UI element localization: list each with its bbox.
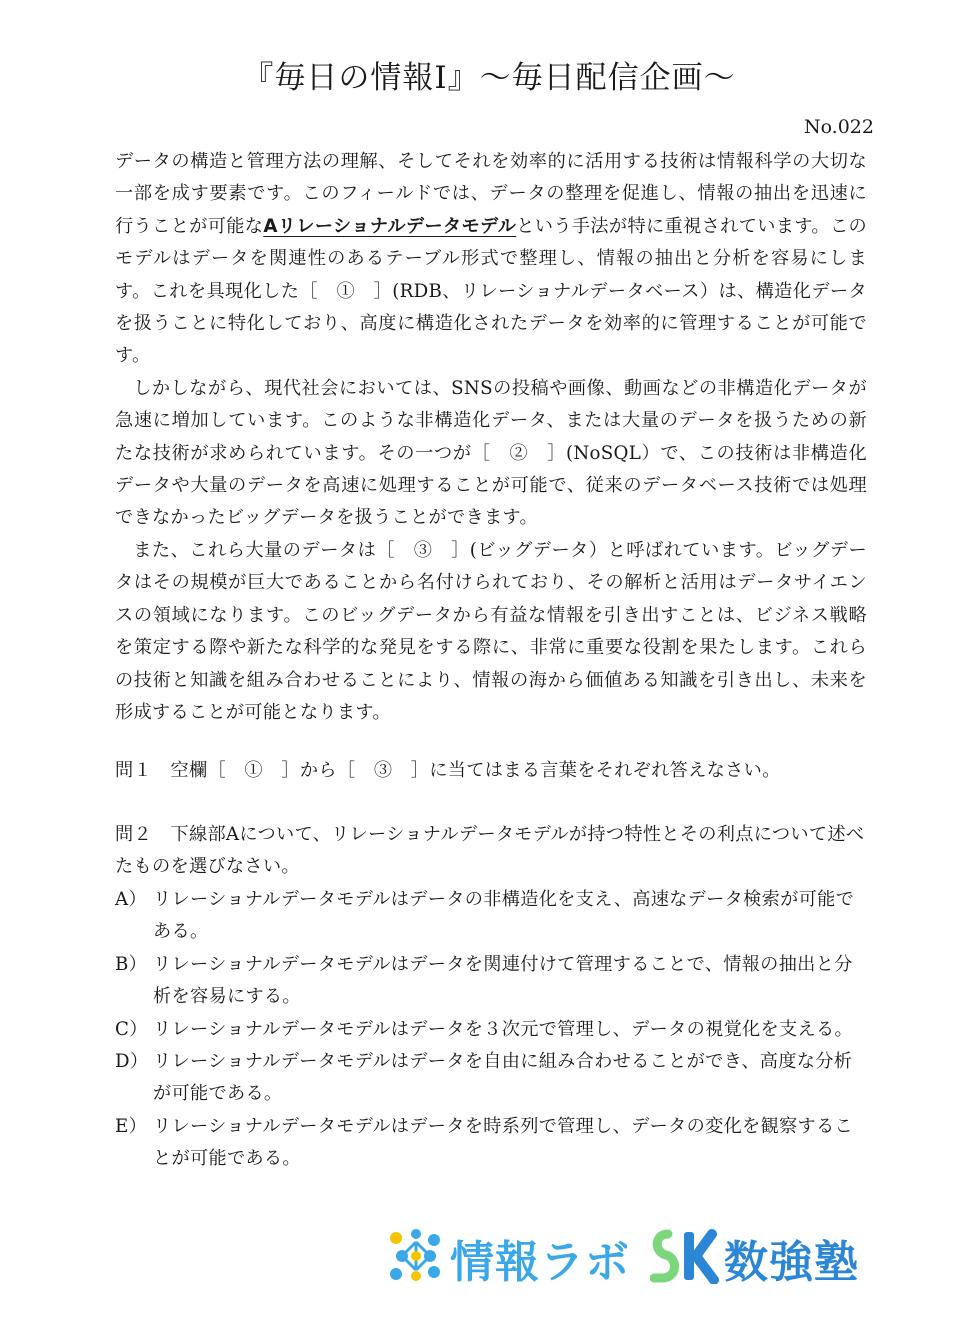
underlined-term-a: Aリレーショナルデータモデル bbox=[263, 215, 517, 237]
option-b bbox=[115, 949, 867, 1014]
passage bbox=[115, 146, 867, 729]
option-c bbox=[115, 1014, 867, 1046]
suken-juku-logo-icon bbox=[650, 1228, 720, 1284]
option-a bbox=[115, 884, 867, 949]
option-label: E） bbox=[115, 1115, 148, 1137]
option-text: リレーショナルデータモデルはデータを時系列で管理し、データの変化を観察することが可能である。 bbox=[153, 1115, 853, 1170]
paragraph-1-text: データの構造と管理方法の理解、そしてそれを効率的に活用する技術は情報科学の大切な一部を成す要素です。このフィールドでは、データの整理を促進し、情報の抽出を迅速に行うことが可能な bbox=[115, 151, 867, 237]
paragraph-3: また、これら大量のデータは［ ③ ］(ビッグデータ）と呼ばれています。ビッグデータはその規模が巨大であることから名付けられており、その解析と活用はデータサイエンスの領域になります。このビッグデータから有益な情報を引き出すことは、ビジネス戦略を策定する際や新たな科学的な発見をする際に、非常に重要な役割を果たします。これらの技術と知識を組み合わせることにより、情報の海から価値ある知識を引き出し、未来を形成することが可能となります。 bbox=[115, 539, 867, 723]
paragraph-2: しかしながら、現代社会においては、SNSの投稿や画像、動画などの非構造化データが急速に増加しています。このような非構造化データ、または大量のデータを扱うための新たな技術が求められています。その一つが［ ② ］(NoSQL）で、この技術は非構造化データや大量のデータを高速に処理することが可能で、従来のデータベース技術では処理できなかったビッグデータを扱うことができます。 bbox=[115, 377, 867, 529]
question-1: 問１ 空欄［ ① ］から［ ③ ］に当てはまる言葉をそれぞれ答えなさい。 bbox=[115, 760, 781, 781]
page-title: 『毎日の情報Ⅰ』〜毎日配信企画〜 bbox=[242, 60, 736, 96]
paragraph-1-text-cont: という手法が特に重視されています。このモデルはデータを関連性のあるテーブル形式で整理し、情報の抽出と分析を容易にします。これを具現化した［ ① ］(RDB、リレーショナルデータベース）は、構造化データを扱うことに特化しており、高度に構造化されたデータを効率的に管理することが可能です。 bbox=[115, 215, 867, 367]
option-text: リレーショナルデータモデルはデータを３次元で管理し、データの視覚化を支える。 bbox=[153, 1018, 853, 1040]
option-text: リレーショナルデータモデルはデータの非構造化を支え、高速なデータ検索が可能である。 bbox=[153, 889, 855, 943]
option-d bbox=[115, 1046, 867, 1111]
question-2: 問２ 下線部Aについて、リレーショナルデータモデルが持つ特性とその利点について述べたものを選びなさい。 bbox=[115, 824, 865, 878]
option-label: B） bbox=[115, 953, 148, 975]
option-label: A） bbox=[115, 889, 147, 910]
footer-logos bbox=[388, 1222, 868, 1288]
option-text: リレーショナルデータモデルはデータを関連付けて管理することで、情報の抽出と分析を容易にする。 bbox=[153, 953, 853, 1008]
option-label: C） bbox=[115, 1018, 148, 1040]
option-text: リレーショナルデータモデルはデータを自由に組み合わせることができ、高度な分析が可能である。 bbox=[153, 1051, 853, 1105]
issue-number: No.022 bbox=[803, 116, 874, 138]
paragraph-1 bbox=[115, 146, 867, 373]
joho-labo-logo-icon bbox=[388, 1228, 444, 1284]
option-e bbox=[115, 1111, 867, 1176]
joho-labo-logo-text: 情報ラボ bbox=[450, 1237, 630, 1288]
suken-juku-logo-text: 数強塾 bbox=[724, 1237, 859, 1288]
answer-options bbox=[115, 884, 867, 1176]
option-label: D） bbox=[115, 1051, 149, 1073]
